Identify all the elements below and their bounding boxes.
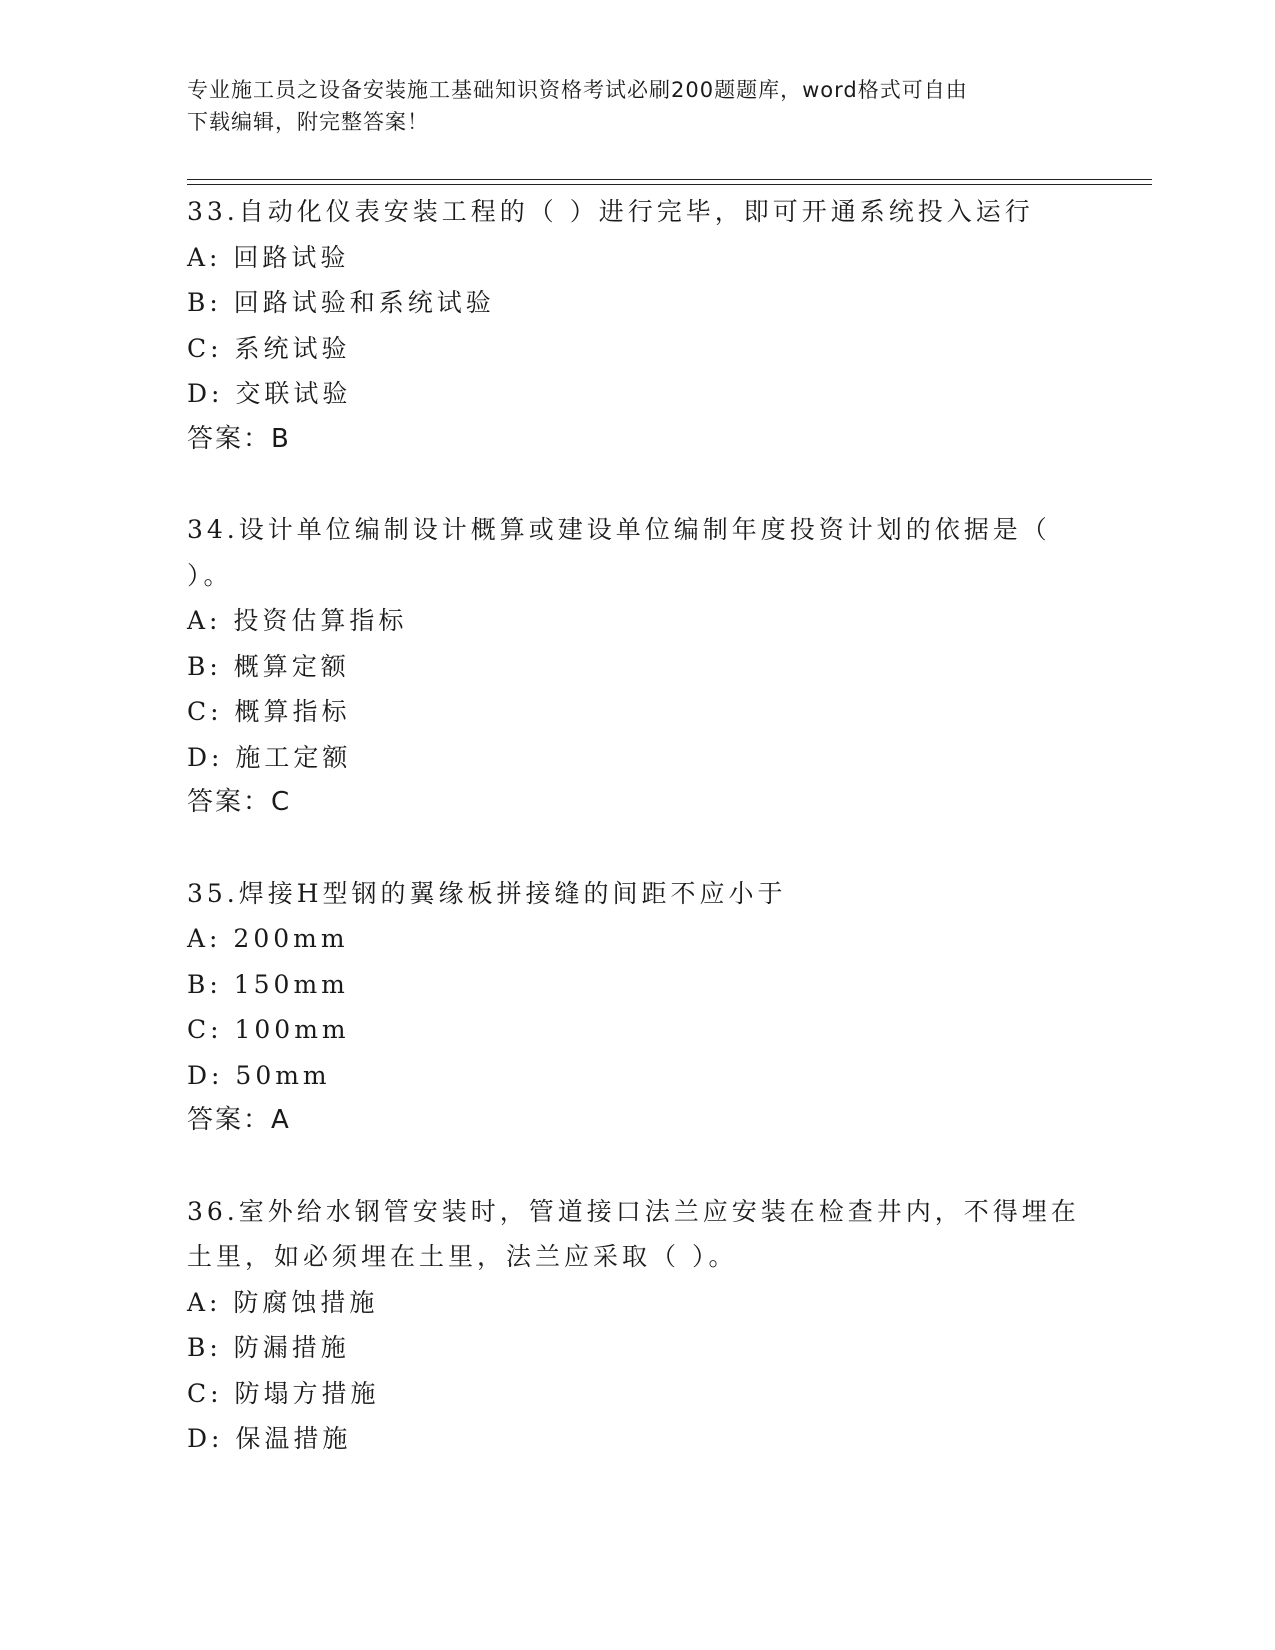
option-d: D: 50mm [187, 1060, 331, 1090]
option-a: A: 防腐蚀措施 [187, 1287, 379, 1317]
option-b: B: 150mm [187, 969, 349, 999]
option-a: A: 200mm [187, 924, 349, 953]
question-stem: 33.自动化仪表安装工程的（ ）进行完毕，即可开通系统投入运行 [187, 197, 1034, 226]
option-d: D: 交联试验 [187, 379, 352, 408]
option-d: D: 保温措施 [187, 1424, 352, 1453]
question-35 [187, 871, 1107, 1144]
option-d: D: 施工定额 [187, 742, 352, 772]
option-c: C: 100mm [187, 1015, 350, 1044]
question-stem: 36.室外给水钢管安装时，管道接口法兰应安装在检查井内，不得埋在 [187, 1196, 1080, 1226]
option-b: B: 回路试验和系统试验 [187, 288, 495, 317]
answer-label: 答案：C [187, 787, 292, 817]
question-list [187, 189, 1107, 1507]
header-divider-top [187, 179, 1152, 180]
question-33 [187, 189, 1107, 462]
document-header [187, 74, 1087, 138]
question-stem-continued: 土里，如必须埋在土里，法兰应采取（ ）。 [187, 1242, 738, 1271]
header-divider-bottom [187, 184, 1152, 185]
answer-label: 答案：B [187, 423, 291, 454]
answer-label: 答案：A [187, 1105, 291, 1135]
option-b: B: 概算定额 [187, 651, 350, 681]
question-stem: 34.设计单位编制设计概算或建设单位编制年度投资计划的依据是（ [187, 515, 1051, 544]
option-a: A: 投资估算指标 [187, 606, 408, 635]
option-b: B: 防漏措施 [187, 1333, 350, 1362]
option-a: A: 回路试验 [187, 242, 350, 272]
option-c: C: 概算指标 [187, 697, 351, 726]
question-stem: 35.焊接H型钢的翼缘板拼接缝的间距不应小于 [187, 878, 787, 908]
question-34 [187, 507, 1107, 826]
option-c: C: 系统试验 [187, 333, 351, 363]
question-36 [187, 1189, 1107, 1462]
header-line-1: 专业施工员之设备安装施工基础知识资格考试必刷200题题库，word格式可自由 [187, 78, 968, 102]
header-line-2: 下载编辑，附完整答案！ [187, 110, 429, 134]
question-stem-continued: ）。 [187, 560, 233, 590]
option-c: C: 防塌方措施 [187, 1378, 380, 1408]
